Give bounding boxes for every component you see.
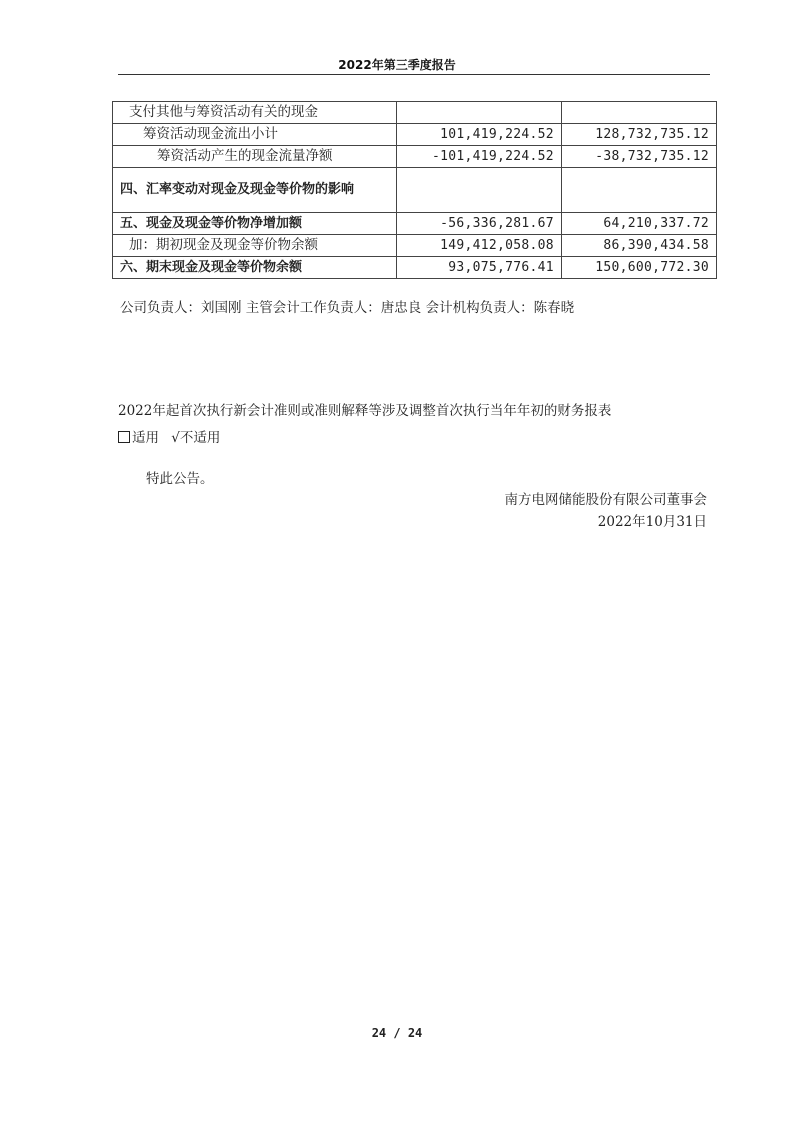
header-rule	[118, 74, 710, 75]
page-number: 24 / 24	[371, 1026, 423, 1040]
row-label: 六、期末现金及现金等价物余额	[113, 257, 397, 279]
row-label: 四、汇率变动对现金及现金等价物的影响	[113, 168, 397, 213]
prior-period-value: 64,210,337.72	[561, 213, 716, 235]
table-row	[113, 257, 717, 279]
row-label: 筹资活动现金流出小计	[113, 124, 397, 146]
announcement-text: 特此公告。	[146, 471, 214, 487]
current-period-value: 101,419,224.52	[397, 124, 562, 146]
row-label: 五、现金及现金等价物净增加额	[113, 213, 397, 235]
not-applicable-label: √不适用	[171, 430, 221, 446]
current-period-value	[397, 102, 562, 124]
table-row	[113, 168, 717, 213]
row-label: 筹资活动产生的现金流量净额	[113, 146, 397, 168]
prior-period-value: -38,732,735.12	[561, 146, 716, 168]
cash-flow-table	[112, 101, 717, 279]
row-label: 支付其他与筹资活动有关的现金	[113, 102, 397, 124]
responsible-persons: 公司负责人：刘国刚 主管会计工作负责人：唐忠良 会计机构负责人：陈春晓	[120, 300, 575, 316]
table-row	[113, 124, 717, 146]
company-board: 南方电网储能股份有限公司董事会	[504, 492, 707, 508]
current-period-value: 93,075,776.41	[397, 257, 562, 279]
table-row	[113, 146, 717, 168]
report-header: 2022年第三季度报告	[338, 58, 456, 72]
prior-period-value: 150,600,772.30	[561, 257, 716, 279]
current-period-value: 149,412,058.08	[397, 235, 562, 257]
prior-period-value	[561, 102, 716, 124]
signature-date: 2022年10月31日	[597, 514, 707, 530]
table-row	[113, 102, 717, 124]
current-period-value	[397, 168, 562, 213]
row-label: 加：期初现金及现金等价物余额	[113, 235, 397, 257]
prior-period-value: 86,390,434.58	[561, 235, 716, 257]
applicability-options	[118, 426, 220, 446]
current-period-value: -101,419,224.52	[397, 146, 562, 168]
current-period-value: -56,336,281.67	[397, 213, 562, 235]
prior-period-value	[561, 168, 716, 213]
checkbox-icon	[118, 431, 130, 443]
table-row	[113, 235, 717, 257]
accounting-policy-note: 2022年起首次执行新会计准则或准则解释等涉及调整首次执行当年年初的财务报表	[118, 403, 612, 419]
applicable-label: 适用	[132, 430, 159, 446]
prior-period-value: 128,732,735.12	[561, 124, 716, 146]
table-row	[113, 213, 717, 235]
